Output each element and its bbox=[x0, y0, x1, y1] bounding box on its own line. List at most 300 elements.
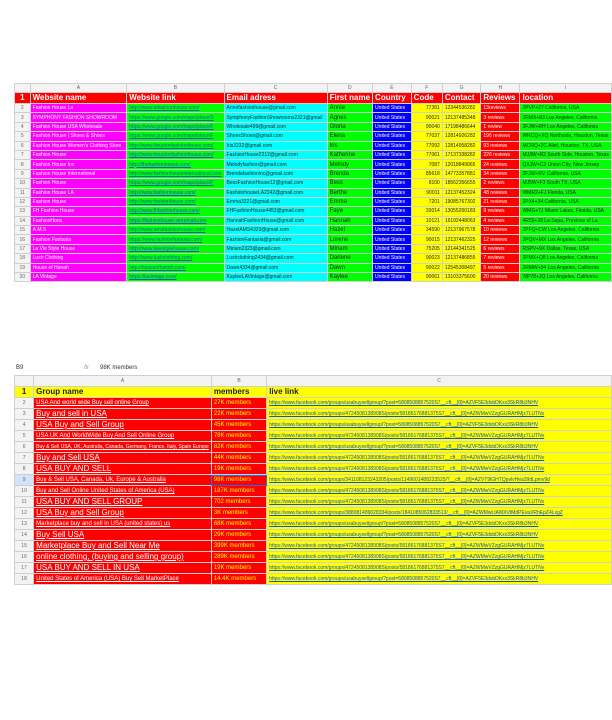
group-name-link[interactable]: USA Buy and Sell Group bbox=[34, 508, 212, 519]
header-cell[interactable]: Reviews bbox=[481, 93, 520, 104]
location-cell[interactable]: RSPV+9X Dallas, Texas, USA bbox=[520, 244, 612, 253]
first-name-cell[interactable]: Faye bbox=[327, 207, 372, 216]
website-link[interactable]: https://fashionhouse.storemail.com bbox=[127, 216, 224, 225]
first-name-cell[interactable]: Berthe bbox=[327, 188, 372, 197]
row-number[interactable]: 4 bbox=[15, 122, 31, 131]
first-name-cell[interactable]: Agnes bbox=[327, 113, 372, 122]
live-link[interactable]: https://www.facebook.com/groups/4724508138908S/posts/58186176881375S7__cft__[0]=AZWMwVZzgGURAHMjz7LUTNv bbox=[267, 453, 612, 464]
members-cell[interactable]: 289K members bbox=[211, 552, 266, 563]
group-name-link[interactable]: USA And world wide Buy sell online Group bbox=[34, 398, 212, 409]
members-cell[interactable]: 68K members bbox=[211, 519, 266, 530]
website-name-cell[interactable]: Fashion Fantasia bbox=[30, 235, 127, 244]
country-cell[interactable]: United States bbox=[373, 226, 412, 235]
first-name-cell[interactable]: Gloria bbox=[327, 122, 372, 131]
reviews-cell[interactable]: 20 reviews bbox=[481, 273, 520, 282]
country-cell[interactable]: United States bbox=[373, 197, 412, 206]
first-name-cell[interactable]: Emma bbox=[327, 197, 372, 206]
website-name-cell[interactable]: Fashion House Inc bbox=[30, 160, 127, 169]
row-number[interactable]: 5 bbox=[15, 132, 31, 141]
code-cell[interactable]: 90021 bbox=[411, 113, 442, 122]
column-letter[interactable]: A bbox=[34, 376, 212, 387]
code-cell[interactable]: 90015 bbox=[411, 235, 442, 244]
header-cell[interactable]: Website name bbox=[30, 93, 127, 104]
website-name-cell[interactable]: Fashion House | Shoes & Shoes bbox=[30, 132, 127, 141]
reviews-cell[interactable]: 3 reviews bbox=[481, 113, 520, 122]
first-name-cell[interactable]: Lorene bbox=[327, 235, 372, 244]
country-cell[interactable]: United States bbox=[373, 235, 412, 244]
location-cell[interactable]: MCRQ+2C Alief, Houston, TX, USA bbox=[520, 141, 612, 150]
group-name-link[interactable]: Marketplace Buy and Sell Near Me bbox=[34, 541, 212, 552]
website-link[interactable]: https://www.google.com/maps/place/F bbox=[127, 179, 224, 188]
members-cell[interactable]: 45K members bbox=[211, 420, 266, 431]
column-letter[interactable]: B bbox=[211, 376, 266, 387]
table-row bbox=[15, 541, 612, 552]
contact-cell[interactable]: 12018849965 bbox=[442, 160, 481, 169]
code-cell[interactable]: 7087 bbox=[411, 160, 442, 169]
members-cell[interactable]: 22K members bbox=[211, 409, 266, 420]
country-cell[interactable]: United States bbox=[373, 160, 412, 169]
reviews-cell[interactable]: 9 reviews bbox=[481, 207, 520, 216]
location-cell[interactable]: 2PX4+34 California, USA bbox=[520, 197, 612, 206]
location-cell[interactable]: 2FJW+RV California, USA bbox=[520, 169, 612, 178]
row-number[interactable]: 13 bbox=[15, 207, 31, 216]
code-cell[interactable]: 77061 bbox=[411, 150, 442, 159]
code-cell[interactable]: 77092 bbox=[411, 141, 442, 150]
row-number[interactable]: 18 bbox=[15, 254, 31, 263]
first-name-cell[interactable]: Kaylee bbox=[327, 273, 372, 282]
location-cell[interactable]: MJ3W+R2 South Side, Houston, Texas bbox=[520, 150, 612, 159]
code-cell[interactable]: 90061 bbox=[411, 273, 442, 282]
row-number[interactable]: 12 bbox=[15, 508, 34, 519]
row-number[interactable]: 11 bbox=[15, 188, 31, 197]
contact-cell[interactable]: 12137967578 bbox=[442, 226, 481, 235]
live-link[interactable]: https://www.facebook.com/groups/4724508138908S/posts/58186176881375S7__cft__[0]=AZWMwVZzgGURAHMjz7LUTNv bbox=[267, 431, 612, 442]
spreadsheet-fashion-houses bbox=[14, 83, 612, 282]
location-cell[interactable]: 2PFQ+CW Los Angeles, California bbox=[520, 226, 612, 235]
row-number[interactable]: 3 bbox=[15, 409, 34, 420]
live-link[interactable]: https://www.facebook.com/groups/usabuysellgroup/?post=5808508857520S7__cft__[0]=AZVF5E3dxbDKxx3SkR8b3NHV bbox=[267, 519, 612, 530]
contact-cell[interactable]: 13055200183 bbox=[442, 207, 481, 216]
header-cell[interactable]: Website link bbox=[127, 93, 224, 104]
members-cell[interactable]: 98K members bbox=[211, 475, 266, 486]
first-name-cell[interactable]: Hazel bbox=[327, 226, 372, 235]
group-name-link[interactable]: USA UK And WorldWide Buy And Sell Online Group bbox=[34, 431, 212, 442]
column-letter[interactable] bbox=[15, 84, 31, 93]
website-link[interactable]: http://www.fashionhouseinternational.com bbox=[127, 169, 224, 178]
first-name-cell[interactable]: Bess bbox=[327, 179, 372, 188]
email-cell[interactable]: HazelAMS4323@gmail.com bbox=[224, 226, 327, 235]
row-number[interactable]: 7 bbox=[15, 150, 31, 159]
group-name-link[interactable]: USA BUY AND SELL IN USA bbox=[34, 563, 212, 574]
country-cell[interactable]: United States bbox=[373, 244, 412, 253]
reviews-cell[interactable]: 1 review bbox=[481, 122, 520, 131]
location-cell[interactable]: 2RMW+94 Los Angeles, California bbox=[520, 263, 612, 272]
row-number[interactable]: 15 bbox=[15, 541, 34, 552]
members-cell[interactable]: 187K members bbox=[211, 486, 266, 497]
location-cell[interactable]: QXJW+C2 Union City, New Jersey bbox=[520, 160, 612, 169]
table-row bbox=[15, 254, 612, 263]
row-number[interactable]: 6 bbox=[15, 442, 34, 453]
website-link[interactable]: http://www.amsfashionhouse.com/ bbox=[127, 226, 224, 235]
row-number: 1 bbox=[15, 93, 31, 104]
row-number[interactable]: 14 bbox=[15, 216, 31, 225]
country-cell[interactable]: United States bbox=[373, 273, 412, 282]
code-cell[interactable]: 75205 bbox=[411, 244, 442, 253]
row-number[interactable]: 20 bbox=[15, 273, 31, 282]
website-name-cell[interactable]: Fashion House bbox=[30, 179, 127, 188]
row-number[interactable]: 16 bbox=[15, 235, 31, 244]
website-link[interactable]: https://www.google.com/maps/place/S bbox=[127, 113, 224, 122]
website-name-cell[interactable]: House of Hanah bbox=[30, 263, 127, 272]
header-cell[interactable]: Code bbox=[411, 93, 442, 104]
first-name-cell[interactable]: Hannah bbox=[327, 216, 372, 225]
contact-cell[interactable]: 12137462325 bbox=[442, 235, 481, 244]
email-cell[interactable]: Dawn4334@gmail.com bbox=[224, 263, 327, 272]
website-link[interactable]: https://lavintage.com/ bbox=[127, 273, 224, 282]
contact-cell[interactable]: 14773357881 bbox=[442, 169, 481, 178]
contact-cell[interactable]: 12814958282 bbox=[442, 141, 481, 150]
website-link[interactable]: http://www.lofashionhouse.com/ bbox=[127, 104, 224, 113]
group-name-link[interactable]: Buy & Sell USA, Canada, Uk, Europe & Australia bbox=[34, 475, 212, 486]
row-number[interactable]: 8 bbox=[15, 160, 31, 169]
row-number[interactable]: 12 bbox=[15, 197, 31, 206]
country-cell[interactable]: United States bbox=[373, 122, 412, 131]
website-name-cell[interactable]: Fashion House bbox=[30, 150, 127, 159]
website-name-cell[interactable]: La Vie Style House bbox=[30, 244, 127, 253]
first-name-cell[interactable]: Dawn bbox=[327, 263, 372, 272]
code-cell[interactable]: 77381 bbox=[411, 104, 442, 113]
country-cell[interactable]: United States bbox=[373, 216, 412, 225]
website-link[interactable]: http://www.lushclothing.com/ bbox=[127, 254, 224, 263]
website-name-cell[interactable]: Lush Clothing bbox=[30, 254, 127, 263]
row-number[interactable]: 10 bbox=[15, 179, 31, 188]
row-number[interactable]: 2 bbox=[15, 398, 34, 409]
email-cell[interactable]: FHFashionHouse4453@gmail.com bbox=[224, 207, 327, 216]
live-link[interactable]: https://www.facebook.com/groups/usabuysellgroup/?post=5808508857520S7__cft__[0]=AZVF5E3dxbDKxx3SkR8b3NHV bbox=[267, 442, 612, 453]
column-letter[interactable]: G bbox=[442, 84, 481, 93]
header-cell[interactable]: Email adress bbox=[224, 93, 327, 104]
website-link[interactable]: http://www.fashionhouse.com/ bbox=[127, 188, 224, 197]
code-cell[interactable]: 33014 bbox=[411, 207, 442, 216]
reviews-cell[interactable]: 226 reviews bbox=[481, 150, 520, 159]
formula-input[interactable]: 98K members bbox=[100, 365, 138, 371]
members-cell[interactable]: 78K members bbox=[211, 431, 266, 442]
website-name-cell[interactable]: A.M.S bbox=[30, 226, 127, 235]
group-name-link[interactable]: Buy & Sell USA, UK, Australia, Canada, Germany, France, Italy, Spain Europe bbox=[34, 442, 212, 453]
reviews-cell[interactable]: 24 reviews bbox=[481, 160, 520, 169]
website-link[interactable]: http://www.houstonfashionhouse.com/ bbox=[127, 141, 224, 150]
country-cell[interactable]: United States bbox=[373, 188, 412, 197]
reviews-cell[interactable]: 196 reviews bbox=[481, 132, 520, 141]
row-number[interactable]: 9 bbox=[15, 169, 31, 178]
website-link[interactable]: http://www.fashionhouse.com/ bbox=[127, 197, 224, 206]
table-row bbox=[15, 519, 612, 530]
location-cell[interactable]: 2PQV+MX Los Angeles, California bbox=[520, 235, 612, 244]
row-number[interactable]: 9 bbox=[15, 475, 34, 486]
email-cell[interactable]: Annefashionhouse@gmail.com bbox=[224, 104, 327, 113]
contact-cell[interactable]: 17198486644 bbox=[442, 122, 481, 131]
live-link[interactable]: https://www.facebook.com/groups/4724508138908S/posts/58186176881375S7__cft__[0]=AZWMwVZzgGURAHMjz7LUTNv bbox=[267, 541, 612, 552]
row-number[interactable]: 15 bbox=[15, 226, 31, 235]
email-cell[interactable]: Brendafashioninc@gmail.com bbox=[224, 169, 327, 178]
code-cell[interactable]: 85618 bbox=[411, 169, 442, 178]
live-link[interactable]: https://www.facebook.com/groups/341108123243205/posts/1149601488223525/?__cft__[0]=AZVT9lGHTQpvlvHea39dLpmv9d bbox=[267, 475, 612, 486]
country-cell[interactable]: United States bbox=[373, 169, 412, 178]
table-row bbox=[15, 226, 612, 235]
country-cell[interactable]: United States bbox=[373, 207, 412, 216]
website-link[interactable]: https://www.google.com/maps/place/F bbox=[127, 122, 224, 131]
table-row bbox=[15, 216, 612, 225]
location-cell[interactable]: 2FJW+RH Los Angeles, California bbox=[520, 122, 612, 131]
reviews-cell[interactable]: 93 reviews bbox=[481, 141, 520, 150]
location-cell[interactable]: 4R59+38 La Sepa, Province of La bbox=[520, 216, 612, 225]
contact-cell[interactable]: 19085767302 bbox=[442, 197, 481, 206]
website-name-cell[interactable]: Fashion House Women's Clothing Store bbox=[30, 141, 127, 150]
first-name-cell[interactable]: Melody bbox=[327, 160, 372, 169]
code-cell[interactable]: 90040 bbox=[411, 122, 442, 131]
reviews-cell[interactable]: 21 reviews bbox=[481, 197, 520, 206]
website-link[interactable]: http://www.lavestylehouse.com/ bbox=[127, 244, 224, 253]
email-cell[interactable]: FashionHouse2212@gmail.com bbox=[224, 150, 327, 159]
row-number[interactable]: 8 bbox=[15, 464, 34, 475]
contact-cell[interactable]: 18562356655 bbox=[442, 179, 481, 188]
reviews-cell[interactable]: 13reviews bbox=[481, 104, 520, 113]
members-cell[interactable]: 19K members bbox=[211, 563, 266, 574]
row-number[interactable]: 19 bbox=[15, 263, 31, 272]
live-link[interactable]: https://www.facebook.com/groups/4724508138908S/posts/58186176881375S7__cft__[0]=AZWMwVZzgGURAHMjz7LUTNv bbox=[267, 552, 612, 563]
reviews-cell[interactable]: 48 reviews bbox=[481, 188, 520, 197]
row-number[interactable]: 14 bbox=[15, 530, 34, 541]
first-name-cell[interactable]: Elena bbox=[327, 132, 372, 141]
contact-cell[interactable]: 12545308497 bbox=[442, 263, 481, 272]
first-name-cell[interactable]: Darlene bbox=[327, 254, 372, 263]
country-cell[interactable]: United States bbox=[373, 113, 412, 122]
live-link[interactable]: https://www.facebook.com/groups/4724508138908S/posts/58186176881375S7__cft__[0]=AZWMwVZzgGURAHMjz7LUTNv bbox=[267, 486, 612, 497]
website-link[interactable]: http://houseofhanah.com/ bbox=[127, 263, 224, 272]
contact-cell[interactable]: 13103375600 bbox=[442, 273, 481, 282]
header-cell[interactable]: live link bbox=[267, 387, 612, 398]
reviews-cell[interactable]: 12 reviews bbox=[481, 235, 520, 244]
email-cell[interactable]: ShoesShoes@gmail.com bbox=[224, 132, 327, 141]
row-number[interactable]: 16 bbox=[15, 552, 34, 563]
website-link[interactable]: http://thefashionhouse.com/ bbox=[127, 160, 224, 169]
group-name-link[interactable]: USA BUY AND SELL GROUP bbox=[34, 497, 212, 508]
code-cell[interactable]: 90023 bbox=[411, 254, 442, 263]
website-name-cell[interactable]: Fashion House LA bbox=[30, 188, 127, 197]
location-cell[interactable]: WMG+7J Miami Lakes, Florida, USA bbox=[520, 207, 612, 216]
contact-cell[interactable]: 12344536282 bbox=[442, 104, 481, 113]
location-cell[interactable]: WRCQ+XQ Northside, Houston, Texas bbox=[520, 132, 612, 141]
row-number[interactable]: 18 bbox=[15, 574, 34, 585]
column-letter[interactable]: I bbox=[520, 84, 612, 93]
contact-cell[interactable]: 12137452324 bbox=[442, 188, 481, 197]
column-letter[interactable]: C bbox=[267, 376, 612, 387]
location-cell[interactable]: 2RMX+83 Los Angeles, California bbox=[520, 113, 612, 122]
row-number[interactable]: 2 bbox=[15, 104, 31, 113]
column-letter[interactable]: D bbox=[327, 84, 372, 93]
live-link[interactable]: https://www.facebook.com/groups/usabuysellgroup/?post=5808508857520S7__cft__[0]=AZVF5E3dxbDKxx3SkR8b3NHV bbox=[267, 530, 612, 541]
email-cell[interactable]: FashionhouseLA2242@gmail.com bbox=[224, 188, 327, 197]
live-link[interactable]: https://www.facebook.com/groups/usabuysellgroup/?post=5808508857520S7__cft__[0]=AZVF5E3dxbDKxx3SkR8b3NHV bbox=[267, 420, 612, 431]
group-name-link[interactable]: United States of America (USA) Buy Sell MarketPlace bbox=[34, 574, 212, 585]
website-name-cell[interactable]: LA Vintage bbox=[30, 273, 127, 282]
members-cell[interactable]: 399K members bbox=[211, 541, 266, 552]
reviews-cell[interactable]: 5 reviews bbox=[481, 263, 520, 272]
reviews-cell[interactable]: 6 reviews bbox=[481, 244, 520, 253]
header-cell[interactable]: First name bbox=[327, 93, 372, 104]
row-number[interactable]: 17 bbox=[15, 244, 31, 253]
email-cell[interactable]: Iris3232@gmail.com bbox=[224, 141, 327, 150]
code-cell[interactable]: 7201 bbox=[411, 197, 442, 206]
group-name-link[interactable]: Buy and Sell Online United States of America (USA) bbox=[34, 486, 212, 497]
members-cell[interactable]: 3K members bbox=[211, 508, 266, 519]
members-cell[interactable]: 82K members bbox=[211, 442, 266, 453]
live-link[interactable]: https://www.facebook.com/groups/usabuysellgroup/?post=5808508857520S7__cft__[0]=AZVF5E3dxbDKxx3SkR8b3NHV bbox=[267, 574, 612, 585]
group-name-link[interactable]: Buy and Sell USA bbox=[34, 453, 212, 464]
reviews-cell[interactable]: 34 reviews bbox=[481, 169, 520, 178]
country-cell[interactable]: United States bbox=[373, 141, 412, 150]
header-cell[interactable]: Country bbox=[373, 93, 412, 104]
code-cell[interactable]: 34590 bbox=[411, 226, 442, 235]
header-cell[interactable]: members bbox=[211, 387, 266, 398]
column-letter[interactable]: H bbox=[481, 84, 520, 93]
website-name-cell[interactable]: Fashion House bbox=[30, 197, 127, 206]
reviews-cell[interactable]: 10 reviews bbox=[481, 226, 520, 235]
table-row bbox=[15, 475, 612, 486]
row-number[interactable]: 13 bbox=[15, 519, 34, 530]
country-cell[interactable]: United States bbox=[373, 263, 412, 272]
row-number[interactable]: 17 bbox=[15, 563, 34, 574]
members-cell[interactable]: 44K members bbox=[211, 453, 266, 464]
website-name-cell[interactable]: FH Fashion House bbox=[30, 207, 127, 216]
email-cell[interactable]: SymphonyFashionShowrooms2321@gmail bbox=[224, 113, 327, 122]
cell-reference-box[interactable]: B9 bbox=[16, 365, 24, 371]
first-name-cell[interactable]: Brenda bbox=[327, 169, 372, 178]
first-name-cell[interactable]: Miriam bbox=[327, 244, 372, 253]
header-cell[interactable]: location bbox=[520, 93, 612, 104]
code-cell[interactable]: 10121 bbox=[411, 216, 442, 225]
email-cell[interactable]: Lushclothing2434@gmail.com bbox=[224, 254, 327, 263]
contact-cell[interactable]: 12144341525 bbox=[442, 244, 481, 253]
code-cell[interactable]: 8100 bbox=[411, 179, 442, 188]
website-link[interactable]: https://www.google.com/maps/place/F bbox=[127, 132, 224, 141]
members-cell[interactable]: 27K members bbox=[211, 398, 266, 409]
group-name-link[interactable]: Marketplace buy and sell in USA (united states) us bbox=[34, 519, 212, 530]
website-name-cell[interactable]: Fashion House International bbox=[30, 169, 127, 178]
live-link[interactable]: https://www.facebook.com/groups/usabuysellgroup/?post=5808508857520S7__cft__[0]=AZVF5E3dxbDKxx3SkR8b3NHV bbox=[267, 398, 612, 409]
website-name-cell[interactable]: Fashion House Lo bbox=[30, 104, 127, 113]
code-cell[interactable]: 90022 bbox=[411, 263, 442, 272]
table-row bbox=[15, 431, 612, 442]
column-letter[interactable]: B bbox=[127, 84, 224, 93]
email-cell[interactable]: BessFashionHouse12@gmail.com bbox=[224, 179, 327, 188]
email-cell[interactable]: HannahFashionHouse@gmail.com bbox=[224, 216, 327, 225]
email-cell[interactable]: KayleeLAVintage@gmail.com bbox=[224, 273, 327, 282]
reviews-cell[interactable]: 7 reviews bbox=[481, 254, 520, 263]
location-cell[interactable]: 2PVP+27 California, USA bbox=[520, 104, 612, 113]
column-letter[interactable]: A bbox=[30, 84, 127, 93]
group-name-link[interactable]: USA BUY AND SELL bbox=[34, 464, 212, 475]
column-letter[interactable] bbox=[15, 376, 34, 387]
contact-cell[interactable]: 12814926282 bbox=[442, 132, 481, 141]
reviews-cell[interactable]: 2 reviews bbox=[481, 179, 520, 188]
row-number[interactable]: 11 bbox=[15, 497, 34, 508]
group-name-link[interactable]: USA Buy and Sell Group bbox=[34, 420, 212, 431]
contact-cell[interactable]: 12137486855 bbox=[442, 254, 481, 263]
members-cell[interactable]: 29K members bbox=[211, 530, 266, 541]
table-row bbox=[15, 235, 612, 244]
table-row bbox=[15, 453, 612, 464]
country-cell[interactable]: United States bbox=[373, 179, 412, 188]
first-name-cell[interactable]: Iris bbox=[327, 141, 372, 150]
country-cell[interactable]: United States bbox=[373, 254, 412, 263]
members-cell[interactable]: 702 members bbox=[211, 497, 266, 508]
location-cell[interactable]: WMR2+FJ Florida, USA bbox=[520, 188, 612, 197]
email-cell[interactable]: Miriam2323@gmail.com bbox=[224, 244, 327, 253]
column-letter[interactable]: F bbox=[411, 84, 442, 93]
code-cell[interactable]: 77037 bbox=[411, 132, 442, 141]
first-name-cell[interactable]: Katherine bbox=[327, 150, 372, 159]
contact-cell[interactable]: 16192448063 bbox=[442, 216, 481, 225]
row-number[interactable]: 4 bbox=[15, 420, 34, 431]
website-name-cell[interactable]: SYMPHONY FASHION SHOWROOM bbox=[30, 113, 127, 122]
header-cell[interactable]: Group name bbox=[34, 387, 212, 398]
row-number[interactable]: 3 bbox=[15, 113, 31, 122]
location-cell[interactable]: WP78+JQ Los Angeles, California bbox=[520, 273, 612, 282]
first-name-cell[interactable]: Annie bbox=[327, 104, 372, 113]
header-row bbox=[15, 93, 612, 104]
country-cell[interactable]: United States bbox=[373, 104, 412, 113]
location-cell[interactable]: MJ5W+F3 South TX, USA bbox=[520, 179, 612, 188]
email-cell[interactable]: Melodyfashion@gmail.com bbox=[224, 160, 327, 169]
column-letter[interactable]: C bbox=[224, 84, 327, 93]
email-cell[interactable]: Wholesale499@gmail.com bbox=[224, 122, 327, 131]
group-name-link[interactable]: Buy and sell in USA bbox=[34, 409, 212, 420]
email-cell[interactable]: FashionFantasia@gmail.com bbox=[224, 235, 327, 244]
code-cell[interactable]: 90011 bbox=[411, 188, 442, 197]
live-link[interactable]: https://www.facebook.com/groups/4724508138908S/posts/58186176881375S7__cft__[0]=AZWMwVZzgGURAHMjz7LUTNv bbox=[267, 497, 612, 508]
group-name-link[interactable]: Buy Sell USA bbox=[34, 530, 212, 541]
location-cell[interactable]: 2PMX+Q8 Los Angeles, California bbox=[520, 254, 612, 263]
table-row bbox=[15, 442, 612, 453]
website-link[interactable]: http://www.houstonfashionhouse.com/ bbox=[127, 150, 224, 159]
website-link[interactable]: https://www.fashionfantasia.com/ bbox=[127, 235, 224, 244]
reviews-cell[interactable]: 4 reviews bbox=[481, 216, 520, 225]
row-number[interactable]: 10 bbox=[15, 486, 34, 497]
members-cell[interactable]: 19K members bbox=[211, 464, 266, 475]
live-link[interactable]: https://www.facebook.com/groups/4724508138908S/posts/58186176881375S7__cft__[0]=AZWMwVZzgGURAHMjz7LUTNv bbox=[267, 563, 612, 574]
column-letter[interactable]: E bbox=[373, 84, 412, 93]
row-number[interactable]: 6 bbox=[15, 141, 31, 150]
country-cell[interactable]: United States bbox=[373, 150, 412, 159]
live-link[interactable]: https://www.facebook.com/groups/4724508138908S/posts/58186176881375S7__cft__[0]=AZWMwVZzgGURAHMjz7LUTNv bbox=[267, 409, 612, 420]
live-link[interactable]: https://www.facebook.com/groups/388081489028334/posts/1841085062833513/__cft__[0]=AZWMwLtAMXVtMdPEvaXRhEpZ4LxgZ bbox=[267, 508, 612, 519]
website-name-cell[interactable]: FashionHonx bbox=[30, 216, 127, 225]
website-link[interactable]: http://www.fhfashionhouse.com/ bbox=[127, 207, 224, 216]
row-number[interactable]: 5 bbox=[15, 431, 34, 442]
contact-cell[interactable]: 12137485348 bbox=[442, 113, 481, 122]
live-link[interactable]: https://www.facebook.com/groups/4724508138908S/posts/58186176881375S7__cft__[0]=AZWMwVZzgGURAHMjz7LUTNv bbox=[267, 464, 612, 475]
members-cell[interactable]: 14.4K members bbox=[211, 574, 266, 585]
email-cell[interactable]: Emma3321@gmail.com bbox=[224, 197, 327, 206]
contact-cell[interactable]: 17137338282 bbox=[442, 150, 481, 159]
country-cell[interactable]: United States bbox=[373, 132, 412, 141]
table-row bbox=[15, 273, 612, 282]
group-name-link[interactable]: online clothing, (buying and selling group) bbox=[34, 552, 212, 563]
header-cell[interactable]: Contact bbox=[442, 93, 481, 104]
row-number[interactable]: 7 bbox=[15, 453, 34, 464]
website-name-cell[interactable]: Fashion House USA Wholesale bbox=[30, 122, 127, 131]
